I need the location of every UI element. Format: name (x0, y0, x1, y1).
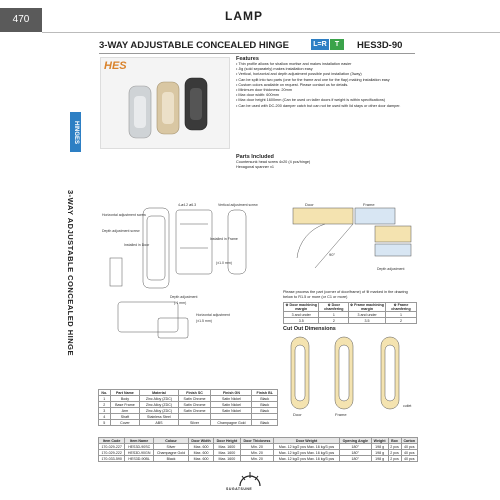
label-installed-door: Installed in Door (124, 243, 150, 247)
parts-line: Countersunk head screw 4x20 (4 pcs/hinge) (236, 160, 311, 164)
page-number: 470 (0, 8, 42, 32)
table-header: ※ Frame machining margin (350, 303, 384, 311)
feature-item: • Custom colors available on request. Please contact us for details. (236, 82, 349, 87)
table-row: 1 Body Zinc Alloy (ZDC) Satin Chrome Satin Nickel Black (99, 396, 278, 402)
label-cutlet: cutlet (403, 404, 412, 408)
hinge-gold-icon (157, 82, 179, 134)
parts-included-heading: Parts Included (236, 154, 274, 160)
label-horizontal-adjustment: Horizontal adjustment (196, 313, 230, 317)
title-divider (99, 53, 415, 54)
label-vertical-screw: Vertical adjustment screw (218, 203, 258, 207)
label-cut-door: Door (293, 412, 302, 417)
dimension-table (283, 302, 417, 324)
label-door: Door (305, 202, 314, 207)
label-cut-frame: Frame (335, 412, 347, 417)
table-row: 170-029-227 HES3D-90SC Silver Max. 600 Max. 1600 Min. 20 Max. 12 kg/2 pcs Max. 16 kg/3 pcs 180° 198 g 2 pcs 40 pcs (99, 444, 418, 450)
feature-item: • Vertical, horizontal and depth adjustment possible post installation (3way) (236, 72, 362, 77)
top-divider (42, 32, 500, 33)
features-heading: Features (236, 56, 259, 62)
cut-out-drawing (285, 333, 420, 418)
table-row: 3.5 2 3.5 2 (284, 318, 417, 324)
table-row: 4 Shaft Stainless Steel (99, 414, 278, 420)
lr-badge: L=R (311, 39, 329, 50)
label-depth-screw: Depth adjustment screw (102, 229, 140, 233)
label-horizontal-screw: Horizontal adjustment screw (102, 213, 146, 217)
footer-logo-text: SUGATSUNE (226, 487, 253, 491)
table-row: 170-033-590 HES3D-90BL Black Max. 600 Max. 1600 Min. 20 Max. 12 kg/2 pcs Max. 16 kg/3 pcs 180° 198 g 2 pcs 40 pcs (99, 456, 418, 462)
label-vertical-value: (±1.0 mm) (216, 261, 232, 265)
items-table: Item Code Item Name Colour Door Width Door Height Door Thickness Door Weight Opening Angle Weight Box Carton 170-029-227 HES3D-90SC Silver Max. 600 Max. 1600 Min. 20 Max. 12 kg/2 pcs Max. 16 kg/3 pcs 180° 198 g 2 pcs 40 pcs 170-029-222 HES3D-90GN Champagne Gold Max. 600 Max. 1600 Min. 20 Max. 12 kg/2 pcs Max. 16 kg/3 pcs 180° 198 g 2 pcs 40 pcs 170-033-590 HES3D-90BL Black Max. 600 Max. 1600 Min. 20 Max. 12 kg/2 pcs Max. 16 kg/3 pcs 180° 198 g 2 pcs 40 pcs (98, 437, 418, 462)
parts-table: No. Part Name Material Finish SC Finish GN Finish BL 1 Body Zinc Alloy (ZDC) Satin Chrome Satin Nickel Black 2 Base Frame Zinc Alloy (ZDC) Satin Chrome Satin Nickel Black 3 Arm Zinc Alloy (ZDC) Satin Chrome Satin Nickel Black 4 Shaft Stainless Steel 5 Cover ABS Silver Champagne Gold Black (98, 389, 278, 426)
label-frame: Frame (363, 202, 375, 207)
processing-note: Please process the part (corner of door/frame) of ※ marked in the drawing below to R1.5 or more (or C1 or more) (283, 290, 408, 299)
table-header: ※ Door chamfering (319, 303, 349, 312)
page-title: 3-WAY ADJUSTABLE CONCEALED HINGE (99, 40, 290, 51)
table-row: 5 Cover ABS Silver Champagne Gold Black (99, 420, 278, 426)
table-header: ※ Door machining margin (284, 303, 319, 312)
table-header: ※ Frame chamfering (385, 303, 416, 312)
table-row: 3 Arm Zinc Alloy (ZDC) Satin Chrome Satin Nickel Black (99, 408, 278, 414)
label-dimension: 4-ø4.2 ø6.3 (178, 203, 197, 207)
t-badge: T (330, 39, 344, 50)
table-row: 2 Base Frame Zinc Alloy (ZDC) Satin Chrome Satin Nickel Black (99, 402, 278, 408)
opening-diagram (285, 198, 425, 288)
cut-out-heading: Cut Out Dimensions (283, 326, 336, 332)
feature-item: • Max door height 1600mm (Can be used on taller doors if weight is within specifications) (236, 98, 386, 103)
feature-item: • Max door width: 600mm (236, 93, 279, 98)
parts-line: Hexagonal spanner x1 (236, 165, 274, 169)
features-list (236, 62, 416, 109)
hes-logo: HES (104, 60, 127, 72)
label-horizontal-value: (±1.5 mm) (196, 319, 212, 323)
hinge-black-icon (185, 78, 207, 130)
brand-logo: LAMP (225, 9, 263, 23)
section-tab-hinges[interactable]: HINGES (73, 121, 79, 145)
feature-item: • Can be split into two parts (one for the frame and one for the flap) making installation easy (236, 77, 390, 82)
table-row: 170-029-222 HES3D-90GN Champagne Gold Max. 600 Max. 1600 Min. 20 Max. 12 kg/2 pcs Max. 16 kg/3 pcs 180° 198 g 2 pcs 40 pcs (99, 450, 418, 456)
side-title: 3-WAY ADJUSTABLE CONCEALED HINGE (66, 190, 75, 357)
feature-item: • Can be used with DC-200 damper catch but can not be used with lid stays or other door damper. (236, 103, 401, 108)
label-depth-adjustment: Depth adjustment (170, 295, 198, 299)
feature-item: • Minimum door thickness: 20mm (236, 88, 292, 93)
label-depth-value: (-1 mm) (174, 301, 187, 305)
hinge-technical-drawing (98, 198, 278, 368)
model-number: HES3D-90 (357, 40, 403, 51)
label-angle: 90° (329, 252, 336, 257)
sugatsune-logo-icon (236, 470, 264, 488)
hinge-silver-icon (129, 86, 151, 138)
parts-included-text (236, 160, 416, 170)
feature-item: • Jig (sold separately) makes installation easy (236, 67, 313, 72)
label-opening-depth: Depth adjustment (377, 267, 405, 271)
label-installed-frame: Installed in Frame (210, 237, 238, 241)
feature-item: • Thin profile allows for shallow mortise and makes installation easier (236, 62, 352, 66)
table-row: 3 and under 1 3 and under 1 (284, 312, 417, 318)
